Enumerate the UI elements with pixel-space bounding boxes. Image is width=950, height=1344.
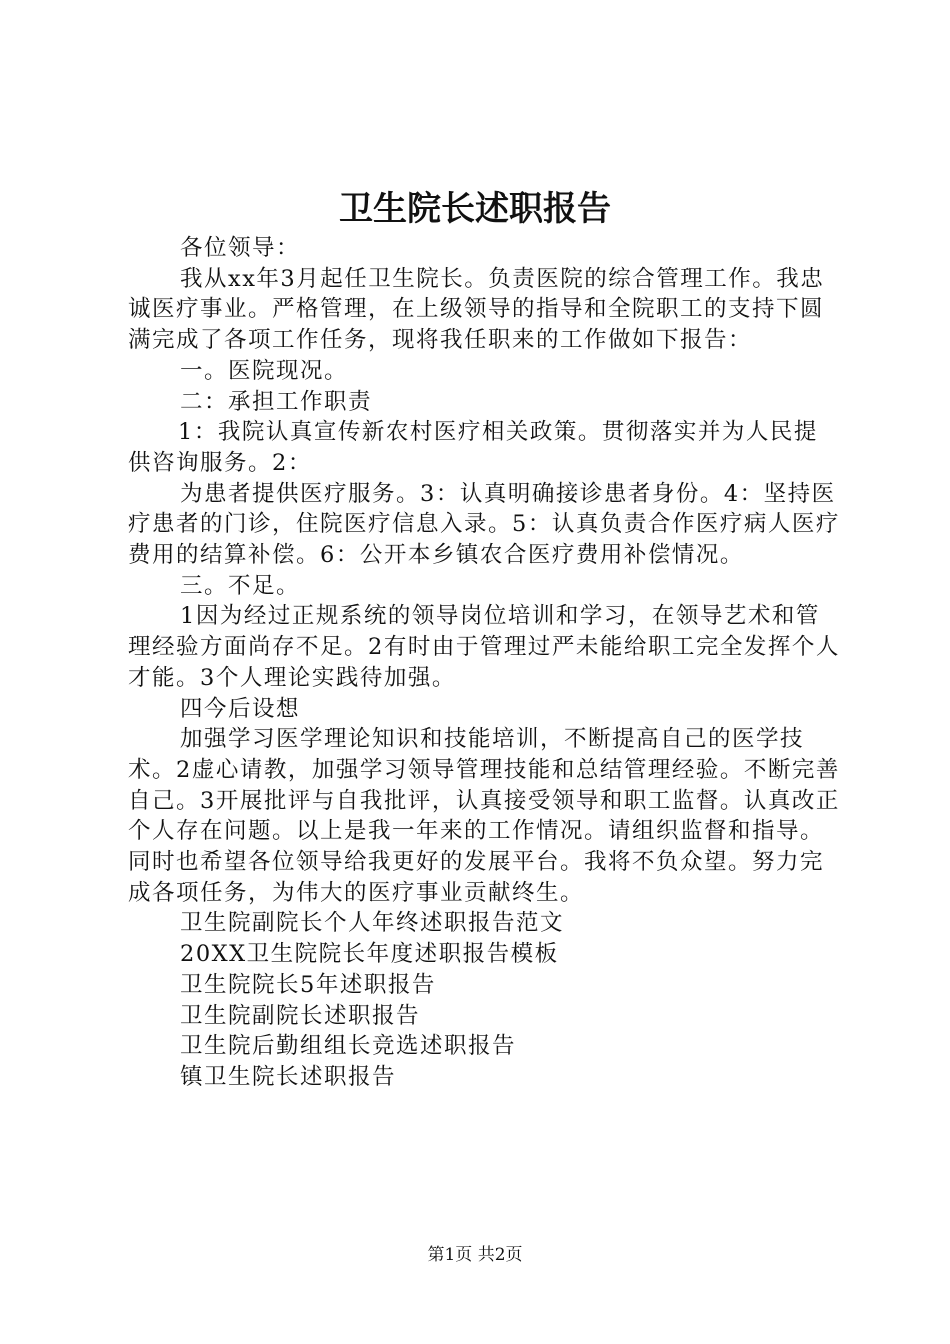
page-number-footer: 第1页 共2页 [427, 1245, 523, 1265]
related-link[interactable]: 卫生院副院长述职报告 [180, 1002, 421, 1029]
related-link[interactable]: 卫生院后勤组组长竞选述职报告 [180, 1033, 517, 1060]
document-body [128, 233, 840, 1093]
paragraph-shortcomings: 1因为经过正规系统的领导岗位培训和学习，在领导艺术和管理经验方面尚存不足。2有时由于管理过严未能给职工完全发挥个人才能。3个人理论实践待加强。 [128, 603, 840, 691]
section-heading-1: 一。医院现况。 [180, 357, 349, 384]
document-title: 卫生院长述职报告 [339, 189, 611, 229]
paragraph-plans: 加强学习医学理论知识和技能培训，不断提高自己的医学技术。2虚心请教，加强学习领导管理技能和总结管理经验。不断完善自己。3开展批评与自我批评，认真接受领导和职工监督。认真改正个人存在问题。以上是我一年来的工作情况。请组织监督和指导。同时也希望各位领导给我更好的发展平台。我将不负众望。努力完成各项任务，为伟大的医疗事业贡献终生。 [128, 726, 840, 906]
related-link[interactable]: 20XX卫生院院长年度述职报告模板 [180, 941, 559, 968]
section-heading-3: 三。不足。 [180, 572, 301, 599]
related-link[interactable]: 卫生院副院长个人年终述职报告范文 [180, 910, 565, 937]
section-heading-4: 四今后设想 [180, 695, 301, 722]
salutation: 各位领导： [180, 235, 301, 261]
paragraph-intro: 我从xx年3月起任卫生院长。负责医院的综合管理工作。我忠诚医疗事业。严格管理，在上级领导的指导和全院职工的支持下圆满完成了各项工作任务，现将我任职来的工作做如下报告： [128, 265, 825, 354]
related-link[interactable]: 卫生院院长5年述职报告 [180, 971, 436, 998]
related-links-list [128, 908, 840, 1092]
paragraph-duties-1: 1：我院认真宣传新农村医疗相关政策。贯彻落实并为人民提供咨询服务。2： [128, 419, 818, 476]
related-link[interactable]: 镇卫生院长述职报告 [180, 1063, 397, 1090]
section-heading-2: 二：承担工作职责 [180, 388, 373, 415]
paragraph-duties-2: 为患者提供医疗服务。3：认真明确接诊患者身份。4：坚持医疗患者的门诊，住院医疗信息入录。5：认真负责合作医疗病人医疗费用的结算补偿。6：公开本乡镇农合医疗费用补偿情况。 [128, 480, 840, 569]
